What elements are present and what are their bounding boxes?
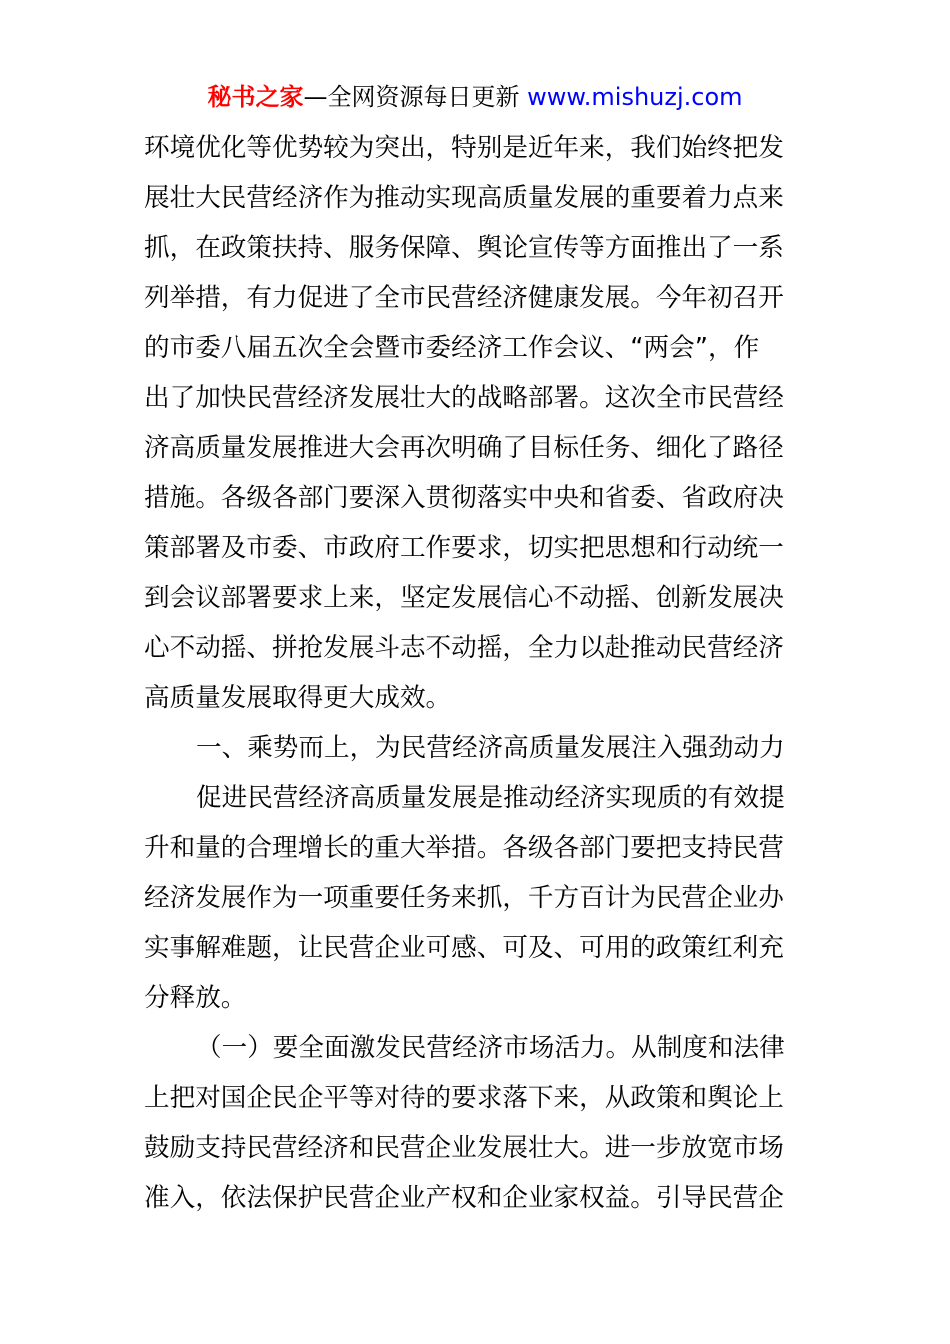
text-line: 促进民营经济高质量发展是推动经济实现质的有效提: [196, 783, 785, 813]
text-line: 抓，在政策扶持、服务保障、舆论宣传等方面推出了一系: [144, 233, 784, 263]
text-line: 出了加快民营经济发展壮大的战略部署。这次全市民营经: [144, 383, 784, 413]
text-line: 经济发展作为一项重要任务来抓，千方百计为民营企业办: [144, 883, 784, 913]
text-line: 准入，依法保护民营企业产权和企业家权益。引导民营企: [144, 1183, 784, 1213]
text-line: 实事解难题，让民营企业可感、可及、可用的政策红利充: [144, 933, 784, 963]
text-line: 升和量的合理增长的重大举措。各级各部门要把支持民营: [144, 833, 784, 863]
brand-name: 秘书之家: [207, 83, 304, 111]
text-line: 鼓励支持民营经济和民营企业发展壮大。进一步放宽市场: [144, 1133, 784, 1163]
header-tagline: —全网资源每日更新: [303, 83, 520, 111]
text-line: 上把对国企民企平等对待的要求落下来，从政策和舆论上: [144, 1083, 784, 1113]
text-line: 济高质量发展推进大会再次明确了目标任务、细化了路径: [144, 433, 784, 463]
text-line: 分释放。: [144, 983, 247, 1013]
text-line: 环境优化等优势较为突出，特别是近年来，我们始终把发: [144, 133, 784, 163]
text-line: 心不动摇、拼抢发展斗志不动摇，全力以赴推动民营经济: [144, 633, 784, 663]
page-header: [0, 80, 950, 114]
text-line: 列举措，有力促进了全市民营经济健康发展。今年初召开: [144, 283, 784, 313]
site-url-link[interactable]: www.mishuzj.com: [527, 83, 743, 111]
subsection-heading: （一）要全面激发民营经济市场活力。从制度和法律: [196, 1033, 785, 1063]
text-line: 措施。各级各部门要深入贯彻落实中央和省委、省政府决: [144, 483, 784, 513]
document-body: [144, 123, 808, 1223]
text-line: 高质量发展取得更大成效。: [144, 683, 452, 713]
text-line: 的市委八届五次全会暨市委经济工作会议、“两会”，作: [144, 333, 760, 363]
text-line: 到会议部署要求上来，坚定发展信心不动摇、创新发展决: [144, 583, 784, 613]
section-heading: 一、乘势而上，为民营经济高质量发展注入强劲动力: [196, 733, 785, 763]
text-line: 展壮大民营经济作为推动实现高质量发展的重要着力点来: [144, 183, 784, 213]
text-line: 策部署及市委、市政府工作要求，切实把思想和行动统一: [144, 533, 784, 563]
